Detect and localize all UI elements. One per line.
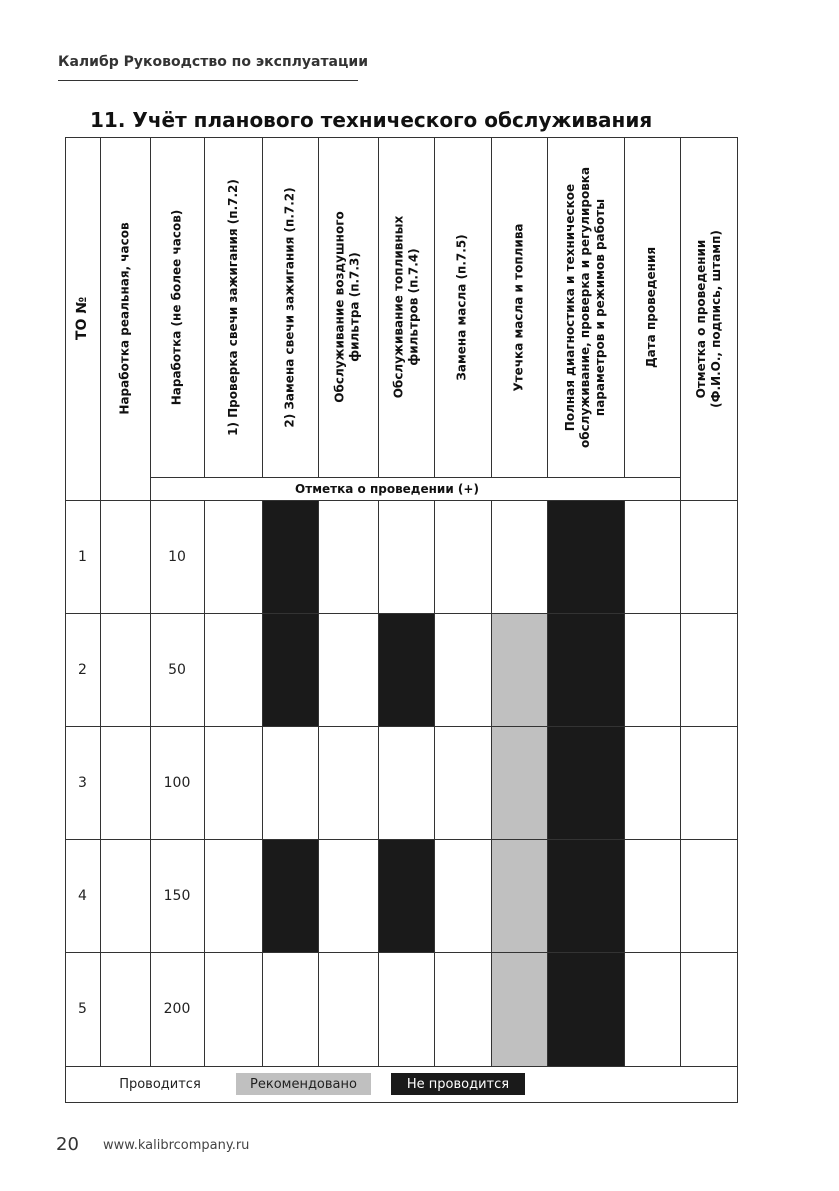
- status-cell-r5-c6: [491, 952, 547, 1066]
- status-cell-r4-c2: [262, 839, 318, 952]
- section-title: 11. Учёт планового технического обслуживания: [90, 108, 653, 132]
- col-header-fuel-filters: Обслуживание топливных фильтров (п.7.4): [391, 215, 420, 399]
- col-header-oil-fuel-leak: Утечка масла и топлива: [511, 222, 526, 392]
- legend-conducted: Проводится: [119, 1076, 201, 1092]
- col-header-oil-change: Замена масла (п.7.5): [455, 233, 470, 381]
- col-header-check-spark-plug: 1) Проверка свечи зажигания (п.7.2): [225, 178, 240, 436]
- col-header-date: Дата проведения: [644, 246, 659, 368]
- maintenance-table: [65, 137, 738, 1103]
- col-header-full-diagnostics: Полная диагностика и техническое обслуживание, проверка и регулировка параметров и режимов работы: [563, 166, 608, 448]
- status-cell-r1-c2: [262, 500, 318, 613]
- legend-not-conducted: Не проводится: [391, 1073, 525, 1095]
- row-5-to-number: 5: [78, 1001, 87, 1017]
- row-4-max-hours: 150: [163, 887, 191, 904]
- status-cell-r1-c7: [547, 500, 624, 613]
- footer-page-number: 20: [56, 1134, 79, 1155]
- col-header-max-hours: Наработка (не более часов): [169, 209, 184, 405]
- footer-url: www.kalibrcompany.ru: [103, 1138, 250, 1153]
- row-3-max-hours: 100: [163, 774, 191, 791]
- status-cell-r2-c2: [262, 613, 318, 726]
- row-3-to-number: 3: [78, 774, 87, 791]
- status-cell-r3-c6: [491, 726, 547, 839]
- status-cell-r2-c6: [491, 613, 547, 726]
- row-2-max-hours: 50: [168, 661, 186, 678]
- col-header-to-number: ТО №: [74, 296, 91, 341]
- status-cell-r4-c7: [547, 839, 624, 952]
- col-header-signature: Отметка о проведении (Ф.И.О., подпись, штамп): [694, 229, 724, 408]
- status-cell-r2-c4: [378, 613, 434, 726]
- col-header-actual-hours: Наработка реальная, часов: [117, 222, 132, 415]
- status-cell-r4-c6: [491, 839, 547, 952]
- row-1-to-number: 1: [78, 548, 87, 565]
- status-cell-r5-c7: [547, 952, 624, 1066]
- col-header-replace-spark-plug: 2) Замена свечи зажигания (п.7.2): [282, 186, 297, 428]
- status-cell-r2-c7: [547, 613, 624, 726]
- status-cell-r3-c7: [547, 726, 624, 839]
- row-4-to-number: 4: [78, 887, 87, 904]
- row-1-max-hours: 10: [168, 548, 186, 565]
- running-head: Калибр Руководство по эксплуатации: [58, 54, 369, 70]
- legend-recommended: Рекомендовано: [236, 1073, 371, 1095]
- row-5-max-hours: 200: [163, 1001, 191, 1017]
- status-cell-r4-c4: [378, 839, 434, 952]
- col-header-air-filter: Обслуживание воздушного фильтра (п.7.3): [333, 211, 363, 403]
- row-2-to-number: 2: [78, 661, 87, 678]
- running-head-rule: [58, 80, 358, 81]
- subheader-marks: Отметка о проведении (+): [295, 482, 479, 496]
